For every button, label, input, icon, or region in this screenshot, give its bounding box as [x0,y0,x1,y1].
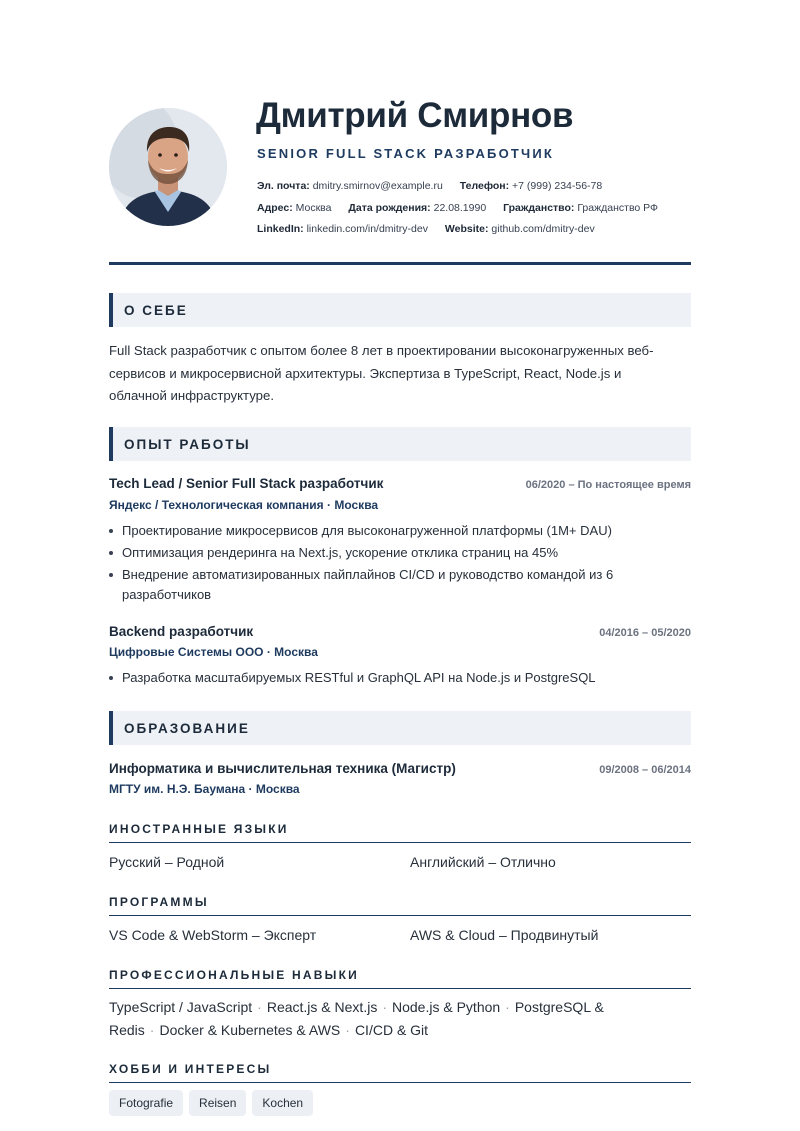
section-title: ИНОСТРАННЫЕ ЯЗЫКИ [109,822,289,836]
citizenship-value: Гражданство РФ [577,202,659,214]
section-title: ПРОГРАММЫ [109,895,209,909]
section-software [109,895,691,916]
linkedin-label: LinkedIn: [257,223,304,235]
section-accent-bar [109,711,113,745]
separator: · [257,999,262,1015]
email-label: Эл. почта: [257,180,310,192]
section-education [109,711,691,745]
job-dates: 06/2020 – По настоящее время [525,479,691,491]
separator: · [505,999,510,1015]
profile-photo [109,108,227,226]
phone-value[interactable]: +7 (999) 234-56-78 [512,180,603,192]
website-link[interactable]: github.com/dmitry-dev [491,223,595,235]
skill-item: CI/CD & Git [354,1022,429,1038]
school-name: МГТУ им. Н.Э. Баумана · Москва [109,782,300,796]
job-dates: 04/2016 – 05/2020 [599,627,691,639]
birthdate-label: Дата рождения: [348,202,431,214]
phone-label: Телефон: [459,180,510,192]
contact-row [257,202,672,214]
separator: · [149,1022,155,1038]
section-hobbies [109,1062,691,1083]
hobby-tag: Kochen [252,1090,313,1116]
birthdate-value: 22.08.1990 [433,202,487,214]
section-title: О СЕБЕ [124,303,188,318]
linkedin-link[interactable]: linkedin.com/in/dmitry-dev [306,223,428,235]
website-label: Website: [444,223,489,235]
citizenship-label: Гражданство: [503,202,575,214]
contact-row [257,223,609,235]
hobby-tags [109,1090,319,1116]
language-item: Русский – Родной [109,854,225,870]
skills-list [109,996,684,1042]
job-title: Backend разработчик [109,624,254,639]
email-value[interactable]: dmitry.smirnov@example.ru [312,180,443,192]
list-item: Внедрение автоматизированных пайплайнов CI/CD и руководство командой из 6 разработчиков [109,565,669,604]
skill-item: Docker & Kubernetes & AWS [159,1022,341,1038]
job-company: Яндекс / Технологическая компания · Москва [109,498,379,512]
job-bullets [109,521,669,607]
section-title: ОБРАЗОВАНИЕ [124,721,250,736]
list-item: Проектирование микросервисов для высоконагруженной платформы (1M+ DAU) [109,521,669,541]
address-value: Москва [295,202,332,214]
skill-item: PostgreSQL & Redis [109,999,604,1038]
full-name: Дмитрий Смирнов [256,96,574,135]
section-experience [109,427,691,461]
software-item: VS Code & WebStorm – Эксперт [109,927,317,943]
section-languages [109,822,691,843]
address-label: Адрес: [257,202,293,214]
skill-item: React.js & Next.js [266,999,378,1015]
section-about [109,293,691,327]
resume-header [109,96,691,266]
section-accent-bar [109,293,113,327]
hobby-tag: Reisen [189,1090,246,1116]
header-divider [109,262,691,265]
section-title: ОПЫТ РАБОТЫ [124,437,251,452]
job-role: SENIOR FULL STACK РАЗРАБОТЧИК [257,146,555,161]
list-item: Оптимизация рендеринга на Next.js, ускорение отклика страниц на 45% [109,543,669,563]
education-dates: 09/2008 – 06/2014 [599,764,691,776]
section-skills [109,968,691,989]
avatar-icon [109,108,227,226]
job-company: Цифровые Системы ООО · Москва [109,645,318,659]
section-title: ПРОФЕССИОНАЛЬНЫЕ НАВЫКИ [109,968,359,982]
skill-item: TypeScript / JavaScript [109,999,253,1015]
separator: · [382,999,387,1015]
hobby-tag: Fotografie [109,1090,183,1116]
skill-item: Node.js & Python [392,999,501,1015]
job-title: Tech Lead / Senior Full Stack разработчик [109,476,384,491]
job-bullets [109,668,669,690]
section-title: ХОББИ И ИНТЕРЕСЫ [109,1062,272,1076]
about-text: Full Stack разработчик с опытом более 8 лет в проектировании высоконагруженных веб-сервисов и микросервисной архитектуры. Экспертиза в TypeScript, React, Node.js и облачной инфраструктуре. [109,343,654,403]
language-item: Английский – Отлично [410,854,556,870]
section-accent-bar [109,427,113,461]
degree-title: Информатика и вычислительная техника (Магистр) [109,761,456,776]
separator: · [345,1022,350,1038]
software-item: AWS & Cloud – Продвинутый [410,927,599,943]
list-item: Разработка масштабируемых RESTful и GraphQL API на Node.js и PostgreSQL [109,668,669,688]
contact-row [257,180,616,192]
